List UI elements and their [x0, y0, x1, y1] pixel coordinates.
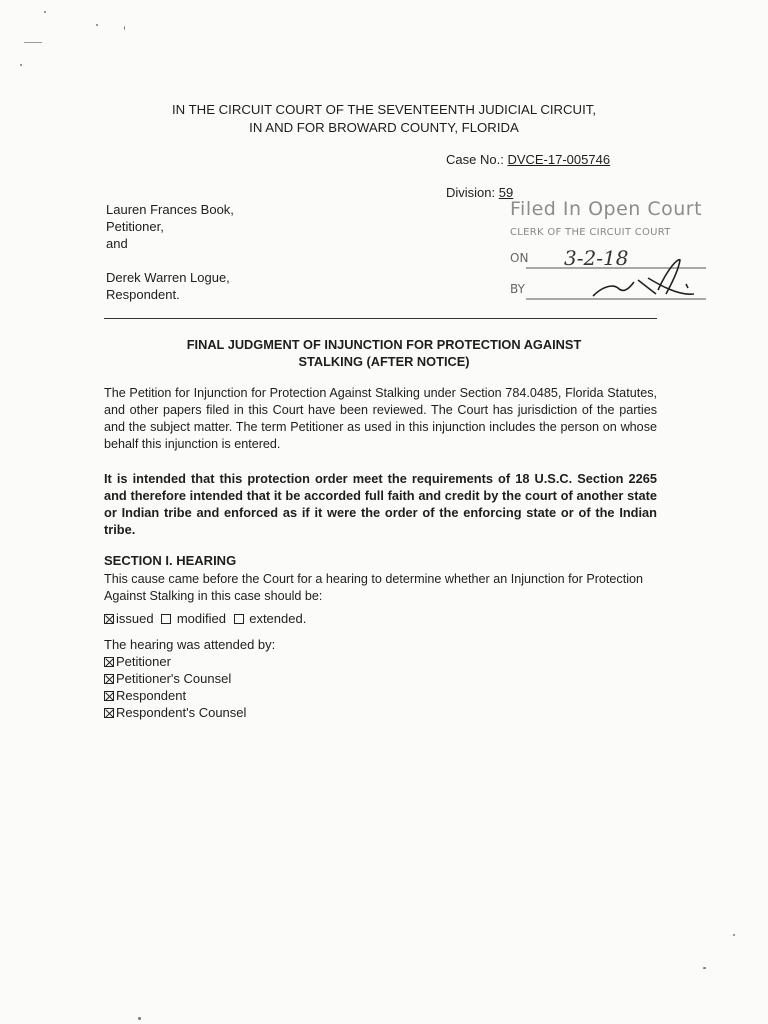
header-divider	[104, 318, 657, 319]
respondent-name: Derek Warren Logue,	[106, 270, 230, 285]
hearing-outcome-options	[104, 611, 306, 627]
scan-speck	[96, 24, 98, 26]
stamp-date-handwritten: 3-2-18	[564, 246, 629, 270]
option-extended: extended.	[234, 611, 307, 626]
checked-box-icon	[104, 708, 114, 718]
stamp-clerk-text: CLERK OF THE CIRCUIT COURT	[510, 227, 671, 238]
section-1-text: This cause came before the Court for a hearing to determine whether an Injunction for Protection Against Stalking in this case should be:	[104, 572, 644, 603]
stamp-filed-text: Filed In Open Court	[510, 198, 703, 220]
scan-speck	[124, 26, 125, 30]
filed-stamp	[508, 198, 714, 310]
petitioner-role: Petitioner,	[106, 219, 164, 234]
division	[446, 185, 513, 201]
division-value: 59	[498, 185, 514, 200]
attendance-list	[104, 636, 275, 721]
court-header-line-1: IN THE CIRCUIT COURT OF THE SEVENTEENTH JUDICIAL CIRCUIT,	[172, 102, 596, 117]
attendee-petitioner: Petitioner	[104, 653, 275, 670]
stamp-on-label: ON	[510, 251, 529, 265]
empty-box-icon	[161, 614, 171, 624]
case-number-label: Case No.:	[446, 152, 504, 167]
parties-block	[106, 201, 234, 303]
scan-speck	[138, 1017, 141, 1020]
petitioner-name: Lauren Frances Book,	[106, 202, 234, 217]
scan-speck	[20, 64, 22, 66]
parties-conjunction: and	[106, 236, 128, 251]
title-line-2: STALKING (AFTER NOTICE)	[298, 354, 470, 369]
empty-box-icon	[234, 614, 244, 624]
checked-box-icon	[104, 657, 114, 667]
attendee-respondents-counsel: Respondent's Counsel	[104, 704, 275, 721]
division-label: Division:	[446, 185, 496, 200]
scan-speck	[44, 11, 46, 13]
scan-speck	[703, 967, 706, 969]
option-modified: modified	[161, 611, 226, 626]
court-header	[100, 101, 668, 137]
scan-speck	[733, 934, 735, 936]
stamp-by-label: BY	[510, 282, 525, 296]
intro-paragraph: The Petition for Injunction for Protection Against Stalking under Section 784.0485, Florida Statutes, and other papers filed in this Court have been reviewed. The Court has jurisdiction of the parties and the subject matter. The term Petitioner as used in this injunction includes the person on whose behalf this injunction is entered.	[104, 386, 657, 451]
court-header-line-2: IN AND FOR BROWARD COUNTY, FLORIDA	[249, 120, 519, 135]
attendee-petitioners-counsel: Petitioner's Counsel	[104, 670, 275, 687]
document-title	[100, 336, 668, 370]
title-line-1: FINAL JUDGMENT OF INJUNCTION FOR PROTECTION AGAINST	[186, 337, 582, 352]
attendee-respondent: Respondent	[104, 687, 275, 704]
checked-box-icon	[104, 674, 114, 684]
checked-box-icon	[104, 691, 114, 701]
case-number	[446, 152, 610, 168]
scan-speck	[24, 42, 42, 43]
respondent-role: Respondent.	[106, 287, 180, 302]
checked-box-icon	[104, 614, 114, 624]
option-issued: issued	[104, 611, 154, 626]
attended-label: The hearing was attended by:	[104, 637, 276, 652]
federal-paragraph: It is intended that this protection order meet the requirements of 18 U.S.C. Section 2265 and therefore intended that it be accorded full faith and credit by the court of another state or Indian tribe and enforced as if it were the order of the enforcing state or of the Indian tribe.	[104, 471, 657, 537]
stamp-handwriting	[508, 198, 714, 310]
section-1-heading: SECTION I. HEARING	[104, 553, 237, 568]
case-number-value: DVCE-17-005746	[507, 152, 611, 167]
